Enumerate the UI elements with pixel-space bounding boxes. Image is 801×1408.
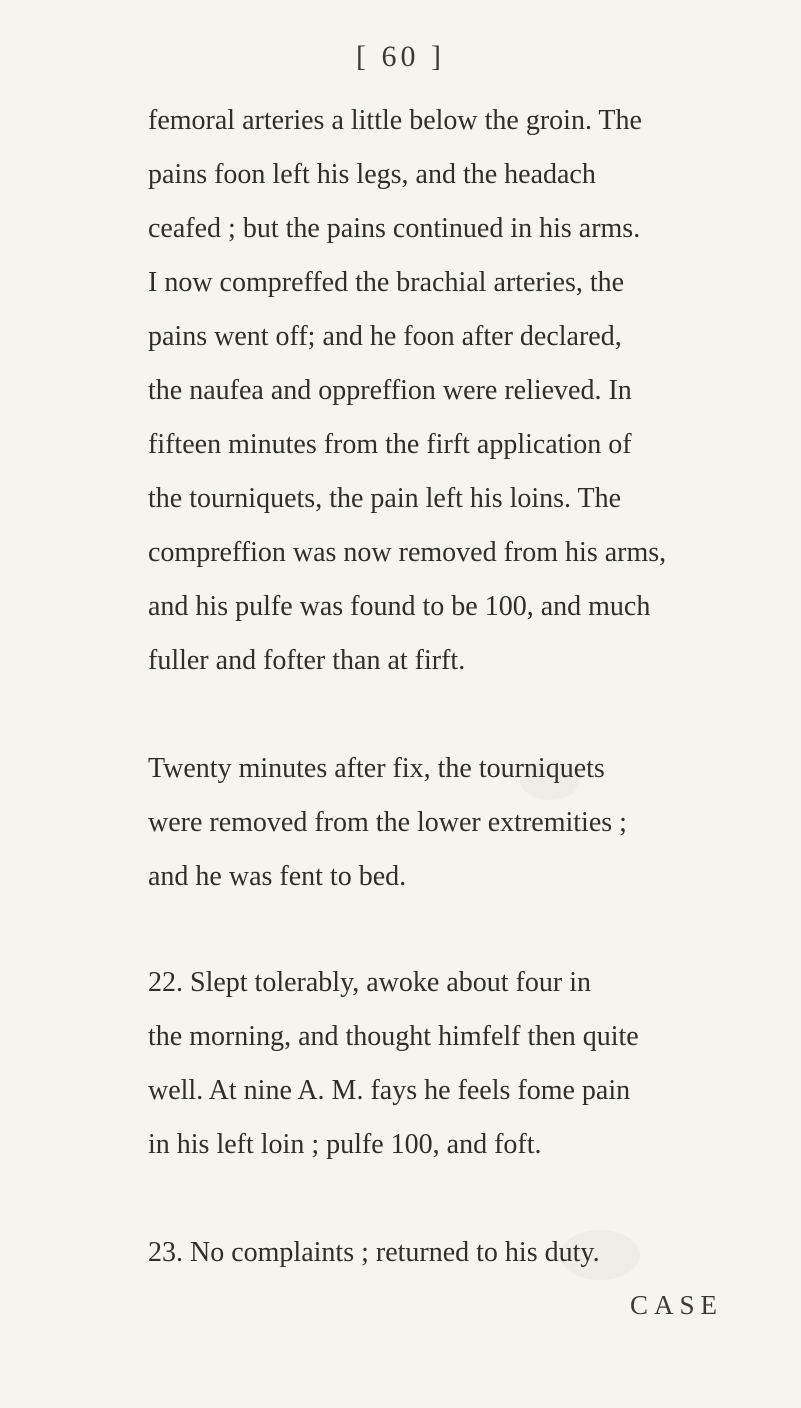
text-line: pains went off; and he foon after declared, <box>148 321 622 352</box>
text-line: I now compreffed the brachial arteries, the <box>148 267 625 298</box>
text-line: were removed from the lower extremities ; <box>148 807 627 838</box>
catchword: CASE <box>630 1290 724 1320</box>
text-line: 22. Slept tolerably, awoke about four in <box>148 967 591 998</box>
text-line: fuller and fofter than at firft. <box>148 645 466 676</box>
text-line: pains foon left his legs, and the headach <box>148 159 596 190</box>
text-line: the tourniquets, the pain left his loins. The <box>148 483 622 514</box>
text-line: 23. No complaints ; returned to his duty. <box>148 1237 600 1268</box>
text-line: the morning, and thought himfelf then quite <box>148 1021 639 1052</box>
text-line: the naufea and oppreffion were relieved. In <box>148 375 632 406</box>
text-line: Twenty minutes after fix, the tourniquets <box>148 753 605 784</box>
text-line: in his left loin ; pulfe 100, and foft. <box>148 1129 542 1160</box>
text-line: ceafed ; but the pains continued in his arms. <box>148 213 641 244</box>
text-line: femoral arteries a little below the groin. The <box>148 105 642 136</box>
text-line: fifteen minutes from the firft application of <box>148 429 632 460</box>
text-line: and he was fent to bed. <box>148 861 407 892</box>
text-line: and his pulfe was found to be 100, and much <box>148 591 651 622</box>
text-line: compreffion was now removed from his arms, <box>148 537 667 568</box>
text-line: well. At nine A. M. fays he feels fome pain <box>148 1075 631 1106</box>
page-number-header: [ 60 ] <box>356 40 445 73</box>
